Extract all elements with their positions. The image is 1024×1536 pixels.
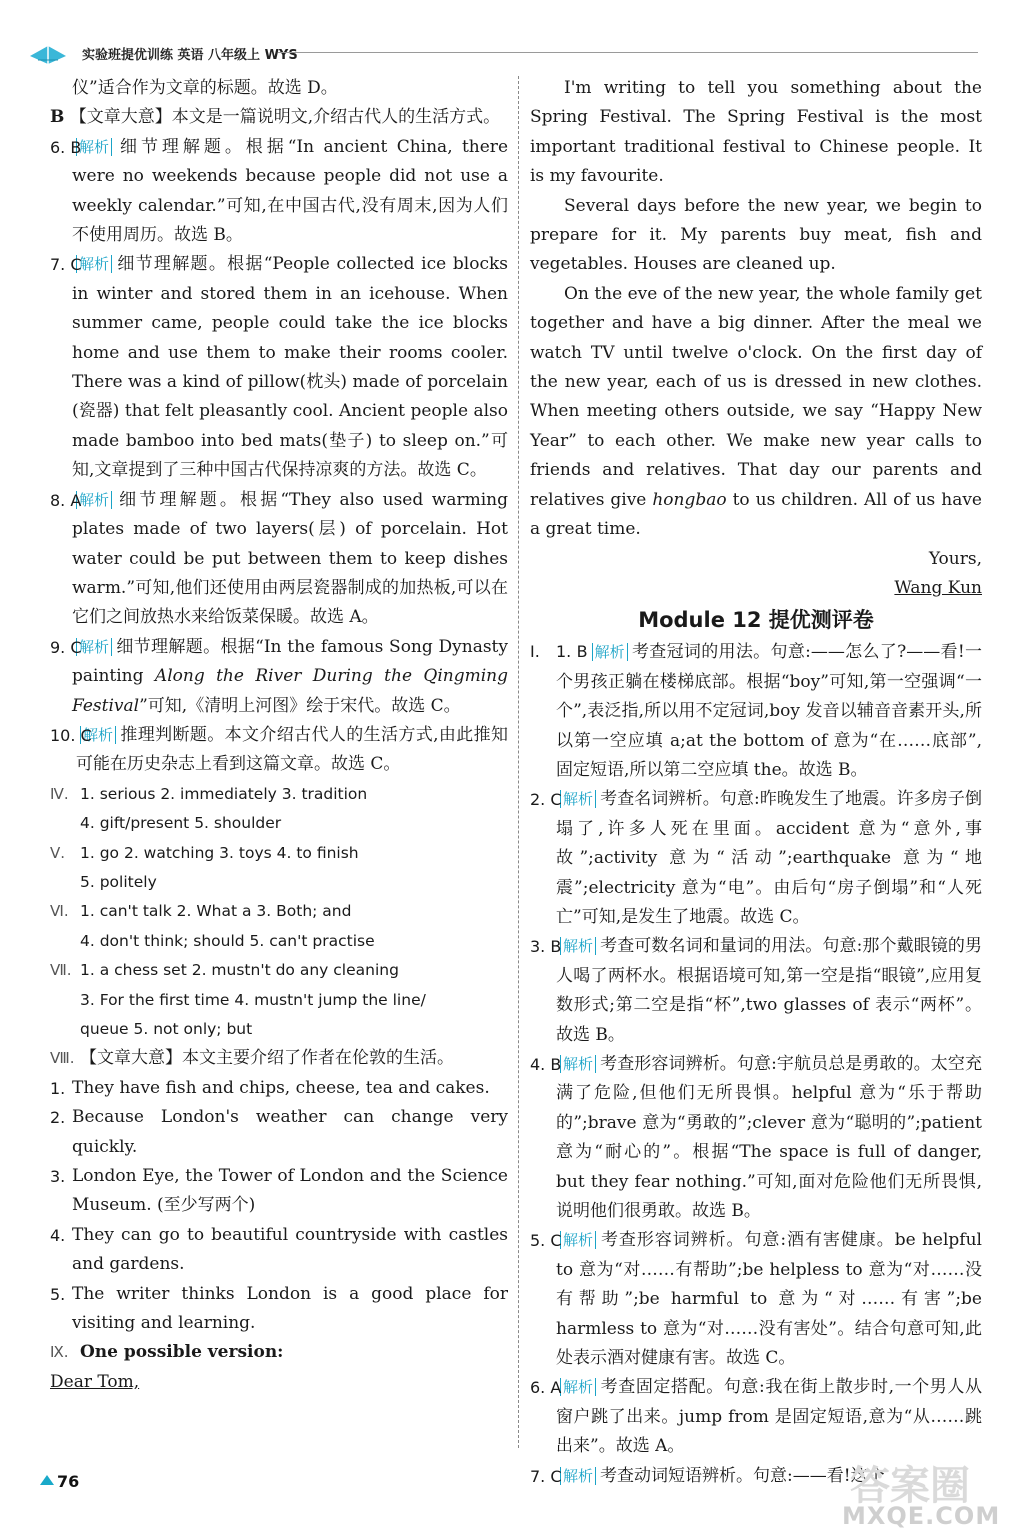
section-5-answers-1: 1. go 2. watching 3. toys 4. to finish <box>80 843 359 862</box>
section-7-row-3 <box>50 1015 508 1044</box>
section-4-answers-2: 4. gift/present 5. shoulder <box>80 814 282 833</box>
header-title: 实验班提优训练 英语 八年级上 WYS <box>82 48 298 63</box>
module-answer-6 <box>530 1373 982 1461</box>
right-column <box>530 74 982 1491</box>
module-answer-4-number: 4. B <box>530 1055 562 1074</box>
answer-6 <box>50 133 508 251</box>
book-logo-icon <box>28 42 68 66</box>
analysis-tag: 解析 <box>560 1231 596 1249</box>
module-answer-2-number: 2. C <box>530 790 562 810</box>
analysis-tag: 解析 <box>560 1378 596 1396</box>
reading-answer-5 <box>50 1280 508 1339</box>
analysis-tag: 解析 <box>560 1055 596 1073</box>
column-divider <box>518 76 519 1448</box>
letter-paragraph-3 <box>530 280 982 545</box>
module-answer-3 <box>530 932 982 1050</box>
module-answer-2 <box>530 785 982 932</box>
passage-b-summary <box>50 103 508 132</box>
page-number <box>40 1472 79 1491</box>
reading-answer-3 <box>50 1162 508 1221</box>
answer-10-text: 推理判断题。本文介绍古代人的生活方式,由此推知可能在历史杂志上看到这篇文章。故选 C。 <box>76 724 508 775</box>
answer-10-number: 10. C <box>50 725 92 745</box>
section-7-row-2 <box>50 986 508 1015</box>
module-answer-7-text: 考查动词短语辨析。句意:——看!这个 <box>600 1465 885 1486</box>
module-answer-1 <box>530 637 982 785</box>
answer-8 <box>50 486 508 633</box>
module-answer-5 <box>530 1226 982 1373</box>
module-answer-1-number <box>530 637 540 666</box>
section-8-label: Ⅷ. <box>50 1049 75 1068</box>
module-answer-7-number: 7. C <box>530 1466 562 1486</box>
continuation-text: 仪”适合作为文章的标题。故选 D。 <box>72 78 338 98</box>
letter-paragraph-3-a: On the eve of the new year, the whole family get together and have a big dinner. After the meal we watch TV until twelve o'clock. On the first day of the new year, each of us is dressed in new clothes. When meeting others outside, we say “Happy New Year” to each other. We make new year calls to friends and relatives. That day our parents and relatives give <box>530 283 982 510</box>
section-4-row-2 <box>50 809 508 838</box>
section-5-label: Ⅴ. <box>50 843 66 862</box>
section-5-row-1 <box>50 839 508 868</box>
reading-answer-2-text: Because London's weather can change very quickly. <box>72 1107 508 1157</box>
answer-7-text: 细节理解题。根据“People collected ice blocks in winter and stored them in an icehouse. When summer came, people could take the ice blocks home and use them to make their rooms cooler. There was a kind of pillow(枕头) made of porcelain (瓷器) that felt pleasantly cool. Ancient people also made bamboo into bed mats(垫子) to sleep on.”可知,文章提到了三种中国古代保持凉爽的方法。故选 C。 <box>72 254 508 481</box>
reading-answer-3-text: London Eye, the Tower of London and the Science Museum. (至少写两个) <box>72 1166 508 1216</box>
section-6-row-2 <box>50 927 508 956</box>
letter-paragraph-1: I'm writing to tell you something about the Spring Festival. The Spring Festival is the most important traditional festival to Chinese people. It is my favourite. <box>530 78 982 187</box>
analysis-tag: 解析 <box>592 643 628 661</box>
module-answer-3-number: 3. B <box>530 937 562 957</box>
page-marker-icon <box>40 1475 54 1485</box>
answer-9 <box>50 633 508 721</box>
section-5-row-2 <box>50 868 508 897</box>
letter-paragraph-3-b: to us children. All of us have a great time. <box>530 489 982 540</box>
module-answer-2-text: 考查名词辨析。句意:昨晚发生了地震。许多房子倒塌了,许多人死在里面。accident 意为“意外,事故”;activity 意为“活动”;earthquake 意为“地震”;electricity 意为“电”。由后句“房子倒塌”和“人死亡”可知,是发生了地震。故选 C。 <box>556 789 982 927</box>
watermark <box>836 1452 1001 1532</box>
analysis-tag: 解析 <box>560 937 596 955</box>
module-section-1-label: Ⅰ. <box>530 642 540 662</box>
section-7-row-1 <box>50 956 508 985</box>
section-5-answers-2: 5. politely <box>80 872 157 891</box>
answer-8-number: 8. A <box>50 490 82 510</box>
section-4-row-1 <box>50 780 508 809</box>
passage-b-text: 【文章大意】本文是一篇说明文,介绍古代人的生活方式。 <box>69 107 501 128</box>
module-answer-1-text: 考查冠词的用法。句意:——怎么了?——看!一个男孩正躺在楼梯底部。根据“boy”可知,第一空强调“一个”,表泛指,所以用不定冠词,boy 发音以辅音音素开头,所以第一空应填 a;at the bottom of 意为“在……底部”,固定短语,所以第二空应填 the。故选 B。 <box>556 642 982 780</box>
passage-b-label: B <box>50 107 65 128</box>
section-9-heading <box>50 1338 508 1367</box>
reading-answer-1 <box>50 1074 508 1103</box>
letter-paragraph-2: Several days before the new year, we begin to prepare for it. My parents buy meat, fish and vegetables. Houses are cleaned up. <box>530 195 982 275</box>
watermark-logo: 答案圈 <box>850 1463 970 1509</box>
module-answer-6-text: 考查固定搭配。句意:我在街上散步时,一个男人从窗户跳了出来。jump from 是固定短语,意为“从……跳出来”。故选 A。 <box>556 1377 982 1457</box>
letter-signature <box>530 574 982 603</box>
reading-answer-4 <box>50 1221 508 1280</box>
section-6-row-1 <box>50 897 508 926</box>
module-title: Module 12 提优测评卷 <box>638 608 874 633</box>
module-answer-5-number: 5. C <box>530 1231 562 1251</box>
page-number-text: 76 <box>57 1472 80 1491</box>
module-answer-3-text: 考查可数名词和量词的用法。句意:那个戴眼镜的男人喝了两杯水。根据语境可知,第一空是指“眼镜”,应用复数形式;第二空是指“杯”,two glasses of 表示“两杯”。故选 B。 <box>556 936 982 1045</box>
answer-7-number: 7. C <box>50 255 82 275</box>
section-8-summary <box>50 1044 508 1073</box>
reading-answer-5-text: The writer thinks London is a good place for visiting and learning. <box>72 1283 508 1334</box>
reading-answer-2-number: 2. <box>50 1108 66 1128</box>
analysis-tag: 解析 <box>560 790 596 808</box>
answer-9-text-a: 细节理解题。根据“In the famous Song Dynasty painting <box>72 636 508 687</box>
section-7-label: Ⅶ. <box>50 961 72 980</box>
section-4-answers-1: 1. serious 2. immediately 3. tradition <box>80 784 368 803</box>
letter-signature-name: Wang Kun <box>894 577 982 598</box>
analysis-tag: 解析 <box>76 255 112 273</box>
section-6-answers-2: 4. don't think; should 5. can't practise <box>80 931 375 950</box>
letter-closing: Yours, <box>928 548 982 569</box>
module-answer-1-choice: 1. B <box>556 642 588 662</box>
section-4-label: Ⅳ. <box>50 784 69 803</box>
watermark-url: MXQE.COM <box>842 1502 1001 1530</box>
module-answer-5-text: 考查形容词辨析。句意:酒有害健康。be helpful to 意为“对……有帮助”;be helpless to 意为“对……没有帮助”;be harmful to 意为“对……有害”;be harmless to 意为“对……没有害处”。结合句意可知,此处表示酒对健康有害。故选 C。 <box>556 1230 982 1369</box>
section-7-answers-1: 1. a chess set 2. mustn't do any cleaning <box>80 961 399 980</box>
section-7-answers-2: 3. For the first time 4. mustn't jump the line/ <box>80 990 426 1009</box>
answer-7 <box>50 250 508 485</box>
analysis-tag: 解析 <box>76 138 112 156</box>
answer-10 <box>50 721 508 780</box>
module-answer-6-number: 6. A <box>530 1378 562 1398</box>
hongbao-term: hongbao <box>652 489 727 510</box>
answer-6-text: 细节理解题。根据“In ancient China, there were no weekends because people did not use a weekly calendar.”可知,在中国古代,没有周末,因为人们不使用周历。故选 B。 <box>72 136 508 246</box>
header-rule <box>278 52 978 53</box>
reading-answer-1-text: They have fish and chips, cheese, tea and cakes. <box>72 1077 490 1098</box>
painting-title: Along the River During the Qingming Festival <box>72 666 508 716</box>
answer-6-number: 6. B <box>50 137 82 157</box>
module-answer-4-text: 考查形容词辨析。句意:宇航员总是勇敢的。太空充满了危险,但他们无所畏惧。helpful 意为“乐于帮助的”;brave 意为“勇敢的”;clever 意为“聪明的”;patient 意为“耐心的”。根据“The space is full of danger, but they fear nothing.”可知,面对危险他们无所畏惧,说明他们很勇敢。故选 B。 <box>556 1054 982 1222</box>
letter-greeting <box>50 1368 508 1397</box>
section-8-text: 【文章大意】本文主要介绍了作者在伦敦的生活。 <box>80 1048 454 1069</box>
section-7-answers-3: queue 5. not only; but <box>80 1020 253 1038</box>
reading-answer-1-number: 1. <box>50 1078 66 1098</box>
analysis-tag: 解析 <box>76 491 112 509</box>
answer-9-number: 9. C <box>50 637 82 657</box>
answer-9-text-b: ”可知,《清明上河图》绘于宋代。故选 C。 <box>139 695 461 716</box>
reading-answer-2 <box>50 1103 508 1162</box>
module-answer-4 <box>530 1050 982 1226</box>
section-9-text: One possible version: <box>80 1342 284 1363</box>
reading-answer-3-number: 3. <box>50 1167 66 1187</box>
section-9-label: Ⅸ. <box>50 1343 69 1362</box>
analysis-tag: 解析 <box>80 726 116 744</box>
section-6-label: Ⅵ. <box>50 902 69 921</box>
reading-answer-5-number: 5. <box>50 1284 66 1304</box>
page-header <box>28 40 978 66</box>
answer-8-text: 细节理解题。根据“They also used warming plates made of two layers(层) of porcelain. Hot water could be put between them to keep dishes warm.”可知,他们还使用由两层瓷器制成的加热板,可以在它们之间放热水来给饭菜保暖。故选 A。 <box>72 489 508 628</box>
analysis-tag: 解析 <box>560 1467 596 1485</box>
letter-greeting-text: Dear Tom, <box>50 1371 140 1392</box>
reading-answer-4-text: They can go to beautiful countryside with castles and gardens. <box>72 1224 508 1275</box>
left-column <box>50 74 508 1397</box>
reading-answer-4-number: 4. <box>50 1225 66 1245</box>
analysis-tag: 解析 <box>76 638 112 656</box>
section-6-answers-1: 1. can't talk 2. What a 3. Both; and <box>80 902 352 921</box>
